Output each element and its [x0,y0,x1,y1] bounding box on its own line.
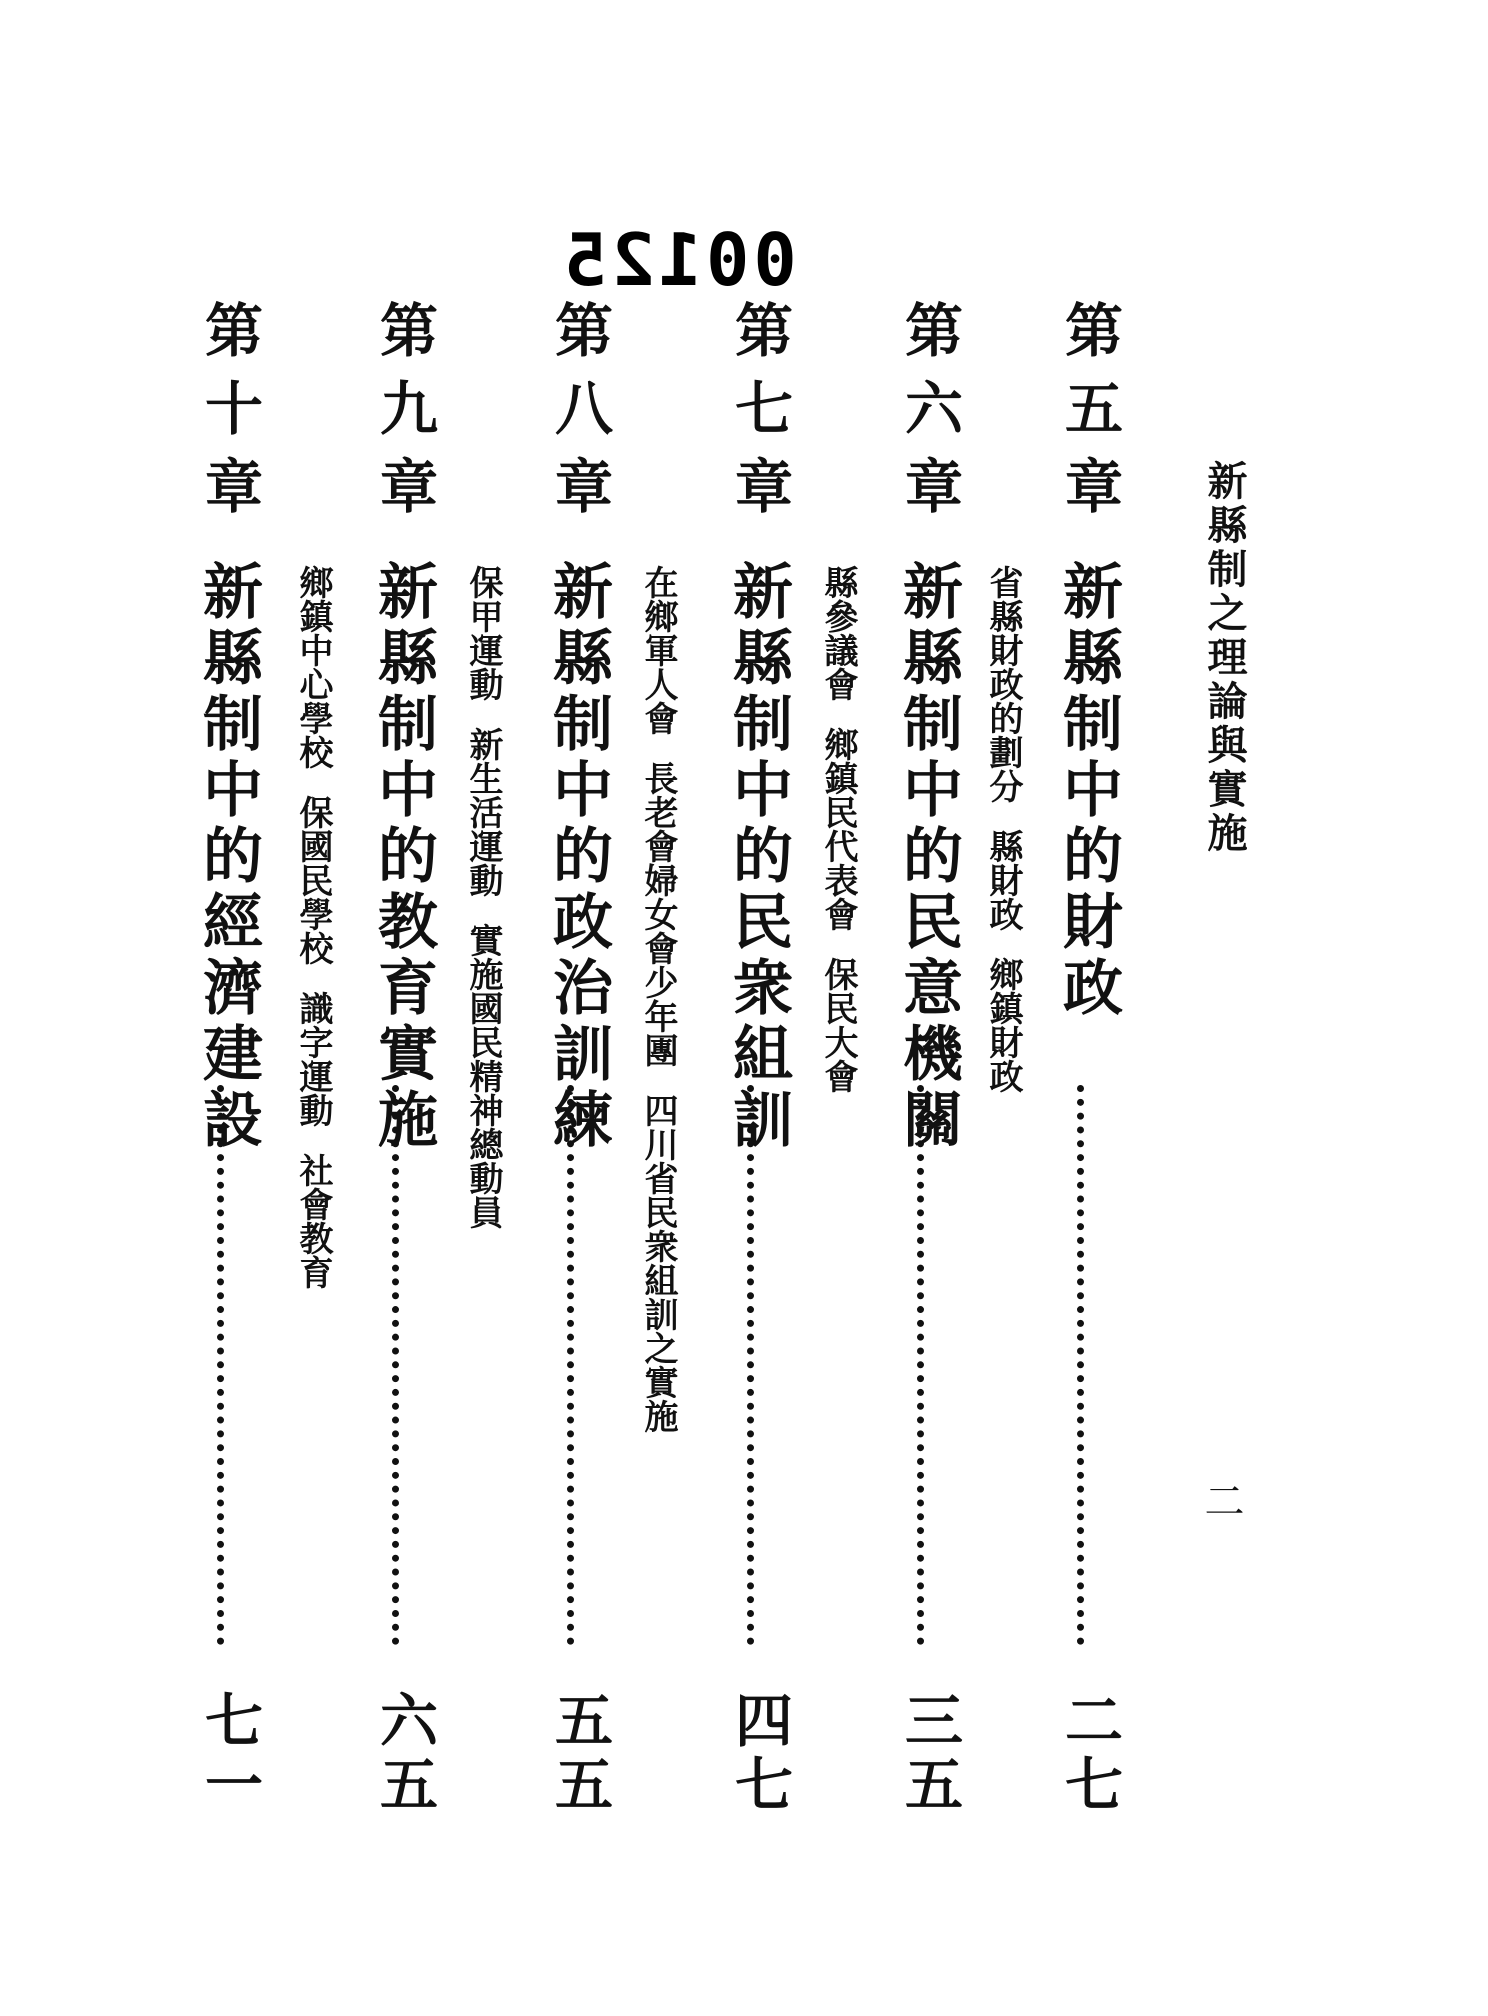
subtopic: 鄉鎮民代表會 [818,727,858,931]
subtopic: 四川省民衆組訓之實施 [638,1093,678,1433]
chapter-8-title: 新縣制中的政治訓練 [543,560,613,1154]
subtopic: 長老會婦女會少年團 [638,761,678,1067]
chapter-10-leader [217,1085,224,1645]
chapter-7-title: 新縣制中的民衆組訓 [723,560,793,1154]
subtopic: 縣參議會 [818,565,858,701]
subtopic: 實施國民精神總動員 [463,923,503,1229]
chapter-5-label: 第五章 [1055,300,1123,534]
chapter-5-subtopics [983,565,1048,1119]
chapter-6-label: 第六章 [895,300,963,534]
chapter-5-page: 二七 [1055,1690,1123,1818]
subtopic: 新生活運動 [463,727,503,897]
chapter-9-title: 新縣制中的教育實施 [368,560,438,1154]
chapter-9-label: 第九章 [370,300,438,534]
chapter-8-leader [567,1085,574,1645]
archive-stamp: 00125 [560,218,797,302]
chapter-6-subtopics [818,565,883,1119]
chapter-10-label: 第十章 [195,300,263,534]
subtopic: 省縣財政的劃分 [983,565,1023,803]
chapter-7-leader [747,1085,754,1645]
chapter-5-title: 新縣制中的財政 [1053,560,1123,1022]
chapter-6-leader [917,1085,924,1645]
chapter-10-page: 七一 [195,1690,263,1818]
chapter-8-subtopics [463,565,528,1255]
chapter-5-leader [1077,1085,1084,1645]
chapter-6-page: 三五 [895,1690,963,1818]
subtopic: 識字運動 [293,991,333,1127]
subtopic: 保民大會 [818,957,858,1093]
chapter-7-label: 第七章 [725,300,793,534]
subtopic: 保國民學校 [293,795,333,965]
subtopic: 鄉鎮中心學校 [293,565,333,769]
subtopic: 鄉鎮財政 [983,957,1023,1093]
chapter-9-subtopics [293,565,358,1315]
subtopic: 社會教育 [293,1153,333,1289]
subtopic: 縣財政 [983,829,1023,931]
chapter-6-title: 新縣制中的民意機關 [893,560,963,1154]
page-number: 二 [1198,1480,1244,1520]
subtopic: 保甲運動 [463,565,503,701]
chapter-7-subtopics [638,565,703,1459]
chapter-9-page: 六五 [370,1690,438,1818]
chapter-10-title: 新縣制中的經濟建設 [193,560,263,1154]
subtopic: 在鄉軍人會 [638,565,678,735]
chapter-9-leader [392,1085,399,1645]
chapter-7-page: 四七 [725,1690,793,1818]
chapter-8-page: 五五 [545,1690,613,1818]
running-header: 新縣制之理論與實施 [1201,460,1248,856]
chapter-8-label: 第八章 [545,300,613,534]
